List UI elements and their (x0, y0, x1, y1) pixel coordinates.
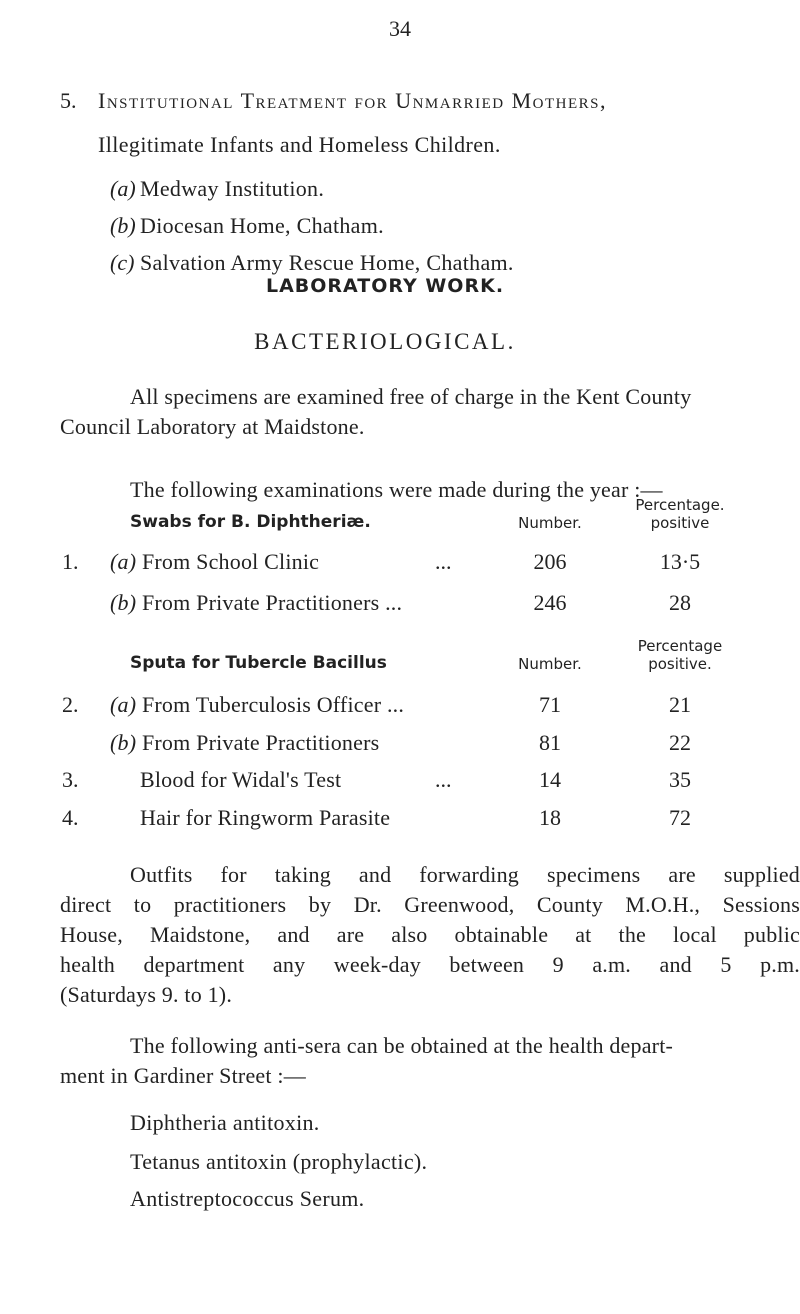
exam-intro-line: The following examinations were made during the year :— (130, 477, 663, 502)
table2-row2-text: From Private Practitioners (141, 730, 380, 755)
table-row (110, 590, 402, 616)
table1-row1-pct: 13·5 (659, 549, 701, 574)
table3-row1-dots: ... (435, 767, 452, 792)
intro-paragraph (60, 382, 800, 442)
section-subtitle: Illegitimate Infants and Homeless Children. (98, 132, 501, 157)
outfits-line-3: House, Maidstone, and are also obtainable at the local public (60, 922, 800, 947)
table1-row2-number: 246 (533, 590, 567, 615)
table-row (110, 549, 319, 575)
table1-row2-label: (b) (110, 590, 137, 615)
table-row (140, 767, 341, 793)
table2-col-pct (620, 637, 740, 673)
table1-row2-pct: 28 (669, 590, 691, 615)
outfits-line-4: health department any week-day between 9 a.m. and 5 p.m. (60, 952, 800, 977)
item-label-a: (a) (110, 176, 136, 201)
table2-row2-number: 81 (539, 730, 561, 755)
table3-row1-pct: 35 (669, 767, 691, 792)
table2-col-pct-line2: positive. (648, 655, 712, 673)
item-text-a: Medway Institution. (140, 176, 325, 201)
table2-row2-pct: 22 (669, 730, 691, 755)
outfits-paragraph (60, 860, 800, 1010)
table1-col-pct-line2: positive (650, 514, 710, 532)
list-item: Antistreptococcus Serum. (130, 1186, 365, 1211)
intro-line-1: All specimens are examined free of charge in the Kent County (130, 384, 692, 409)
table2-row1-text: From Tuberculosis Officer (141, 692, 382, 717)
outfits-line-5: (Saturdays 9. to 1). (60, 982, 233, 1007)
table2-heading: Sputa for Tubercle Bacillus (130, 653, 387, 673)
table3-row1-text: Blood for Widal's Test (140, 767, 342, 792)
table-row (110, 730, 379, 756)
list-item: Tetanus antitoxin (prophylactic). (130, 1149, 428, 1174)
table3-row2-pct: 72 (669, 805, 691, 830)
table3-row2-text: Hair for Ringworm Parasite (140, 805, 391, 830)
table1-col-number: Number. (518, 514, 582, 532)
item-text-c: Salvation Army Rescue Home, Chatham. (140, 250, 514, 275)
item-label-c: (c) (110, 250, 135, 275)
table2-row1-num: 2. (62, 692, 79, 717)
table2-row1-number: 71 (539, 692, 561, 717)
table2-row1-pct: 21 (669, 692, 691, 717)
table3-row2-num: 4. (62, 805, 79, 830)
table3-row2-number: 18 (539, 805, 561, 830)
table-row (140, 805, 390, 831)
table1-col-pct (620, 496, 740, 532)
table2-row2-label: (b) (110, 730, 137, 755)
antisera-line-1: The following anti-sera can be obtained at the health depart- (130, 1033, 674, 1058)
table-row (110, 692, 404, 718)
table1-row1-number: 206 (533, 549, 567, 574)
section-number: 5. (60, 88, 77, 113)
table1-heading: Swabs for B. Diphtheriæ. (130, 512, 371, 532)
table3-row1-number: 14 (539, 767, 561, 792)
table1-row2-text: From Private Practitioners (141, 590, 380, 615)
laboratory-heading: LABORATORY WORK. (265, 275, 505, 297)
bacteriological-heading: BACTERIOLOGICAL. (254, 329, 516, 354)
table1-row1-label: (a) (110, 549, 137, 574)
antisera-paragraph (60, 1031, 800, 1091)
table2-row1-dots: ... (386, 692, 405, 717)
table2-col-pct-line1: Percentage (637, 637, 723, 655)
table1-row1-dots: ... (435, 549, 452, 574)
page-number: 34 (389, 16, 411, 41)
intro-line-2: Council Laboratory at Maidstone. (60, 414, 365, 439)
item-label-b: (b) (110, 213, 136, 238)
list-item: Diphtheria antitoxin. (130, 1110, 320, 1135)
outfits-line-2: direct to practitioners by Dr. Greenwood, County M.O.H., Sessions (60, 892, 800, 917)
item-text-b: Diocesan Home, Chatham. (140, 213, 384, 238)
section-title: Institutional Treatment for Unmarried Mothers, (98, 88, 607, 113)
outfits-line-1: Outfits for taking and forwarding specimens are supplied (130, 862, 800, 887)
table2-col-number: Number. (518, 655, 582, 673)
antisera-line-2: ment in Gardiner Street :— (60, 1063, 306, 1088)
table2-row1-label: (a) (110, 692, 137, 717)
table1-row1-num: 1. (62, 549, 79, 574)
table1-row1-text: From School Clinic (141, 549, 320, 574)
table3-row1-num: 3. (62, 767, 79, 792)
table1-row2-dots: ... (385, 590, 403, 615)
table1-col-pct-line1: Percentage. (635, 496, 725, 514)
